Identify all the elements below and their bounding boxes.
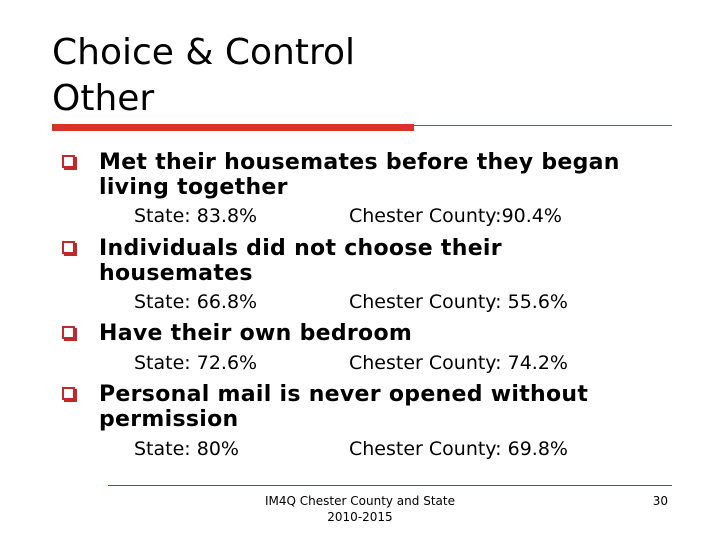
page-number: 30	[652, 494, 668, 508]
footer-caption	[230, 493, 490, 525]
bullet-text-line-1: Individuals did not choose their	[99, 236, 502, 261]
bullet-text-line-2: housemates	[99, 261, 253, 286]
county-stat: Chester County: 55.6%	[349, 291, 568, 313]
stat-row	[0, 350, 720, 376]
footer-line-2: 2010-2015	[327, 510, 393, 524]
state-stat: State: 80%	[134, 438, 239, 460]
bullet-text-line-2: permission	[99, 407, 239, 432]
hollow-square-bullet-icon	[62, 155, 75, 168]
bullet-text	[99, 382, 679, 432]
slide-title-line-1: Choice & Control	[52, 32, 356, 73]
stat-row	[0, 289, 720, 315]
bullet-text	[99, 321, 679, 346]
bullet-text	[99, 236, 679, 286]
stat-row	[0, 436, 720, 462]
hollow-square-bullet-icon	[62, 387, 75, 400]
stat-row	[0, 203, 720, 229]
state-stat: State: 66.8%	[134, 291, 258, 313]
bullet-text-line-1: Personal mail is never opened without	[99, 382, 589, 407]
county-stat: Chester County: 74.2%	[349, 352, 568, 374]
hollow-square-bullet-icon	[62, 241, 75, 254]
state-stat: State: 72.6%	[134, 352, 258, 374]
bullet-text-line-2: living together	[99, 175, 288, 200]
slide-title-line-2: Other	[52, 78, 155, 119]
county-stat: Chester County:90.4%	[349, 205, 562, 227]
footer-divider	[108, 485, 672, 486]
bullet-text	[99, 150, 679, 200]
state-stat: State: 83.8%	[134, 205, 258, 227]
bullet-text-line-1: Have their own bedroom	[99, 321, 413, 346]
hollow-square-bullet-icon	[62, 326, 75, 339]
bullet-text-line-1: Met their housemates before they began	[99, 150, 620, 175]
footer-line-1: IM4Q Chester County and State	[265, 494, 455, 508]
county-stat: Chester County: 69.8%	[349, 438, 568, 460]
